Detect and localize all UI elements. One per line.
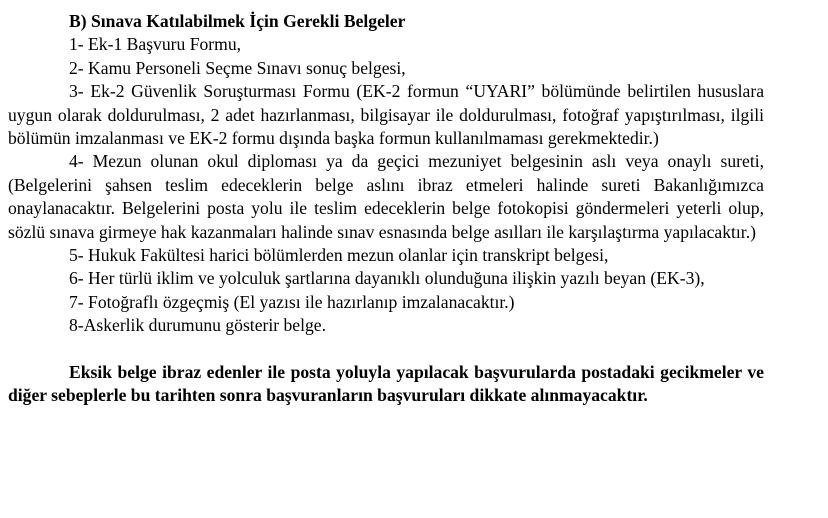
paragraph-spacer (8, 338, 764, 361)
document-body (8, 10, 764, 408)
list-item-7: 7- Fotoğraflı özgeçmiş (El yazısı ile hazırlanıp imzalanacaktır.) (69, 291, 515, 312)
list-item-1: 1- Ek-1 Başvuru Formu, (69, 34, 242, 55)
list-item-2: 2- Kamu Personeli Seçme Sınavı sonuç belgesi, (69, 57, 406, 78)
list-item-5: 5- Hukuk Fakültesi harici bölümlerden mezun olanlar için transkript belgesi, (69, 245, 609, 266)
list-item-8: 8-Askerlik durumunu gösterir belge. (69, 315, 327, 336)
list-item-3: 3- Ek-2 Güvenlik Soruşturması Formu (EK-2 formun “UYARI” bölümünde belirtilen hususlara uygun olarak doldurulması, 2 adet hazırlanması, bilgisayar ile doldurulması, fotoğraf yapıştırılması, ilgili bölümün imzalanması ve EK-2 formu dışında başka formun kullanılmaması gerekmektedir.) (8, 81, 764, 149)
list-item-4: 4- Mezun olunan okul diploması ya da geçici mezuniyet belgesinin aslı veya onaylı sureti, (Belgelerini şahsen teslim edeceklerin belge aslını ibraz etmeleri halinde sureti Bakanlığımızca onaylanacaktır. Belgelerini posta yolu ile teslim edeceklerin belge fotokopisi göndermeleri yeterli olup, sözlü sınava girmeye hak kazanmaları halinde sınav esnasında belge asılları ile karşılaştırma yapılacaktır.) (8, 151, 764, 242)
list-item-6: 6- Her türlü iklim ve yolculuk şartlarına dayanıklı olunduğuna ilişkin yazılı beyan (EK-3), (69, 268, 705, 289)
section-heading: B) Sınava Katılabilmek İçin Gerekli Belgeler (69, 11, 406, 31)
notice-paragraph: Eksik belge ibraz edenler ile posta yoluyla yapılacak başvurularda postadaki gecikmeler ve diğer sebeplerle bu tarihten sonra başvuranların başvuruları dikkate alınmayacaktır. (8, 362, 764, 406)
